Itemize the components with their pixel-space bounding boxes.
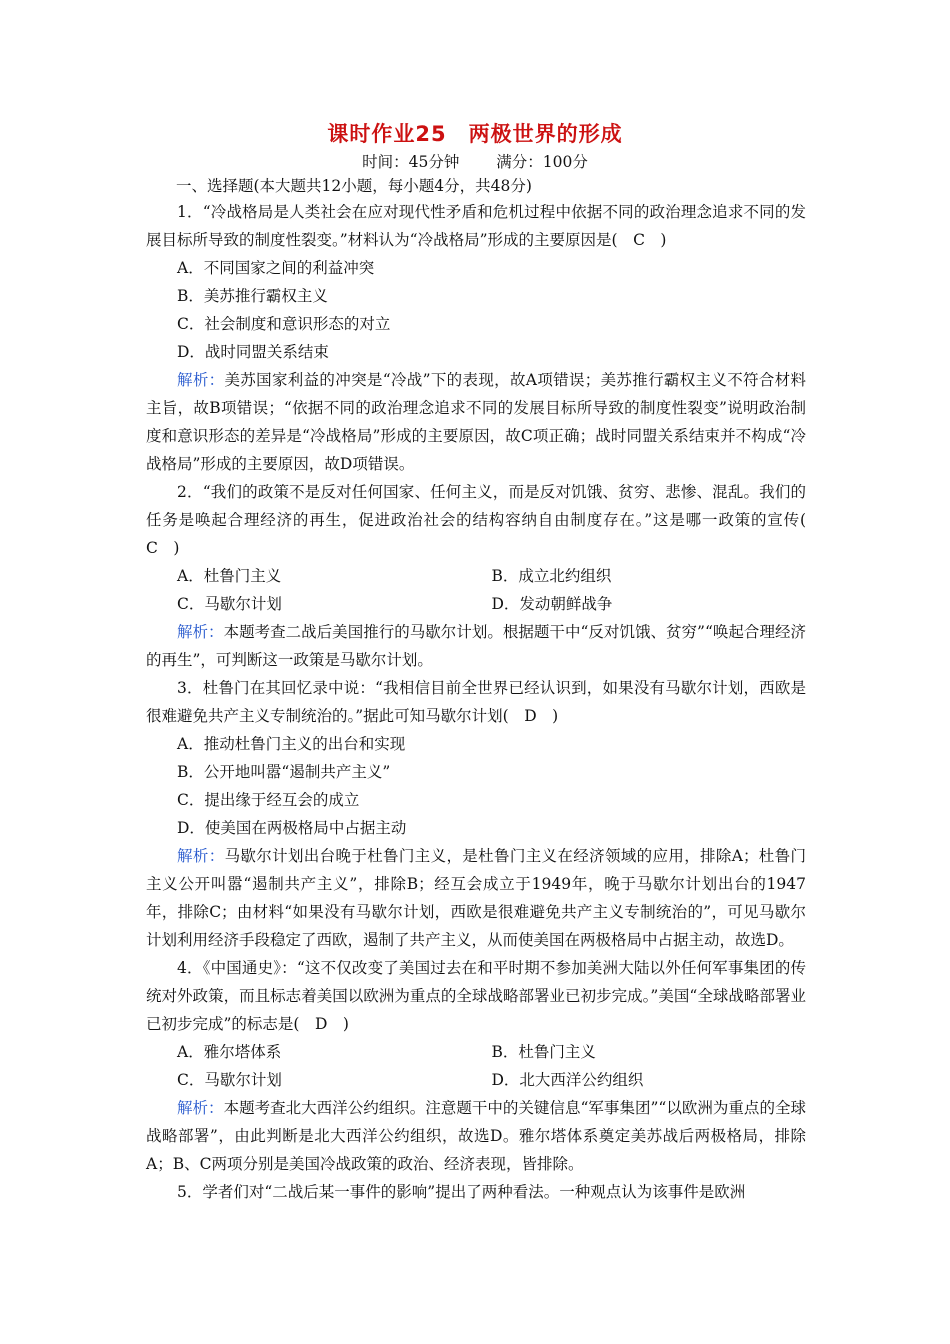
analysis-text: 马歇尔计划出台晚于杜鲁门主义，是杜鲁门主义在经济领域的应用，排除A；杜鲁门主义公开叫嚣“遏制共产主义”，排除B；经互会成立于1949年，晚于马歇尔计划出台的1947年，排除C；由材料“如果没有马歇尔计划，西欧是很难避免共产主义专制统治的”，可见马歇尔计划利用经济手段稳定了西欧，遏制了共产主义，从而使美国在两极格局中占据主动，故选D。 xyxy=(146,847,806,949)
exam-meta xyxy=(0,150,950,172)
option-row xyxy=(146,1038,806,1066)
question-5 xyxy=(146,1178,806,1206)
full-score: 满分：100分 xyxy=(496,153,588,171)
analysis-text: 本题考查北大西洋公约组织。注意题干中的关键信息“军事集团”“以欧洲为重点的全球战略部署”，由此判断是北大西洋公约组织，故选D。雅尔塔体系奠定美苏战后两极格局，排除A；B、C两项分别是美国冷战政策的政治、经济表现，皆排除。 xyxy=(146,1099,806,1173)
analysis xyxy=(146,366,806,478)
option-row xyxy=(146,590,806,618)
question-stem: 5．学者们对“二战后某一事件的影响”提出了两种看法。一种观点认为该事件是欧洲 xyxy=(177,1183,746,1201)
analysis xyxy=(146,842,806,954)
option-d: D．发动朝鲜战争 xyxy=(491,595,613,613)
analysis-label: 解析： xyxy=(177,1099,224,1117)
option-c: C．社会制度和意识形态的对立 xyxy=(177,315,391,333)
question-2 xyxy=(146,478,822,674)
option-a: A．雅尔塔体系 xyxy=(177,1043,282,1061)
option-d: D．使美国在两极格局中占据主动 xyxy=(177,819,407,837)
option-d: D．北大西洋公约组织 xyxy=(491,1071,644,1089)
analysis xyxy=(146,1094,806,1178)
analysis-label: 解析： xyxy=(177,371,225,389)
option-a: A．推动杜鲁门主义的出台和实现 xyxy=(177,735,406,753)
question-stem: 1．“冷战格局是人类社会在应对现代性矛盾和危机过程中依据不同的政治理念追求不同的发展目标所导致的制度性裂变。”材料认为“冷战格局”形成的主要原因是( C ) xyxy=(146,203,806,249)
analysis-label: 解析： xyxy=(177,847,225,865)
question-stem: 2．“我们的政策不是反对任何国家、任何主义，而是反对饥饿、贫穷、悲惨、混乱。我们的任务是唤起合理经济的再生，促进政治社会的结构容纳自由制度存在。”这是哪一政策的宣传( C ) xyxy=(146,483,822,557)
question-1 xyxy=(146,198,806,478)
time-limit: 时间：45分钟 xyxy=(362,153,460,171)
question-4 xyxy=(146,954,806,1178)
option-c: C．马歇尔计划 xyxy=(177,1071,282,1089)
question-3 xyxy=(146,674,806,954)
question-stem: 3．杜鲁门在其回忆录中说：“我相信目前全世界已经认识到，如果没有马歇尔计划，西欧是很难避免共产主义专制统治的。”据此可知马歇尔计划( D ) xyxy=(146,679,806,725)
analysis xyxy=(146,618,806,674)
analysis-text: 美苏国家利益的冲突是“冷战”下的表现，故A项错误；美苏推行霸权主义不符合材料主旨，故B项错误；“依据不同的政治理念追求不同的发展目标所导致的制度性裂变”说明政治制度和意识形态的差异是“冷战格局”形成的主要原因，故C项正确；战时同盟关系结束并不构成“冷战格局”形成的主要原因，故D项错误。 xyxy=(146,371,806,473)
option-b: B．公开地叫嚣“遏制共产主义” xyxy=(177,763,391,781)
section-heading: 一、选择题(本大题共12小题，每小题4分，共48分) xyxy=(176,177,532,195)
option-b: B．成立北约组织 xyxy=(491,567,612,585)
question-stem: 4．《中国通史》：“这不仅改变了美国过去在和平时期不参加美洲大陆以外任何军事集团的传统对外政策，而且标志着美国以欧洲为重点的全球战略部署业已初步完成。”美国“全球战略部署业已初步完成”的标志是( D ) xyxy=(146,959,806,1033)
option-a: A．杜鲁门主义 xyxy=(177,567,282,585)
option-b: B．杜鲁门主义 xyxy=(491,1043,596,1061)
option-a: A．不同国家之间的利益冲突 xyxy=(177,259,375,277)
analysis-label: 解析： xyxy=(177,623,224,641)
option-b: B．美苏推行霸权主义 xyxy=(177,287,328,305)
question-list xyxy=(146,198,822,1206)
analysis-text: 本题考查二战后美国推行的马歇尔计划。根据题干中“反对饥饿、贫穷”“唤起合理经济的再生”，可判断这一政策是马歇尔计划。 xyxy=(146,623,806,669)
option-row xyxy=(146,562,806,590)
page-title: 课时作业25 两极世界的形成 xyxy=(327,122,623,146)
option-row xyxy=(146,1066,806,1094)
option-c: C．提出缘于经互会的成立 xyxy=(177,791,360,809)
option-c: C．马歇尔计划 xyxy=(177,595,282,613)
option-d: D．战时同盟关系结束 xyxy=(177,343,329,361)
